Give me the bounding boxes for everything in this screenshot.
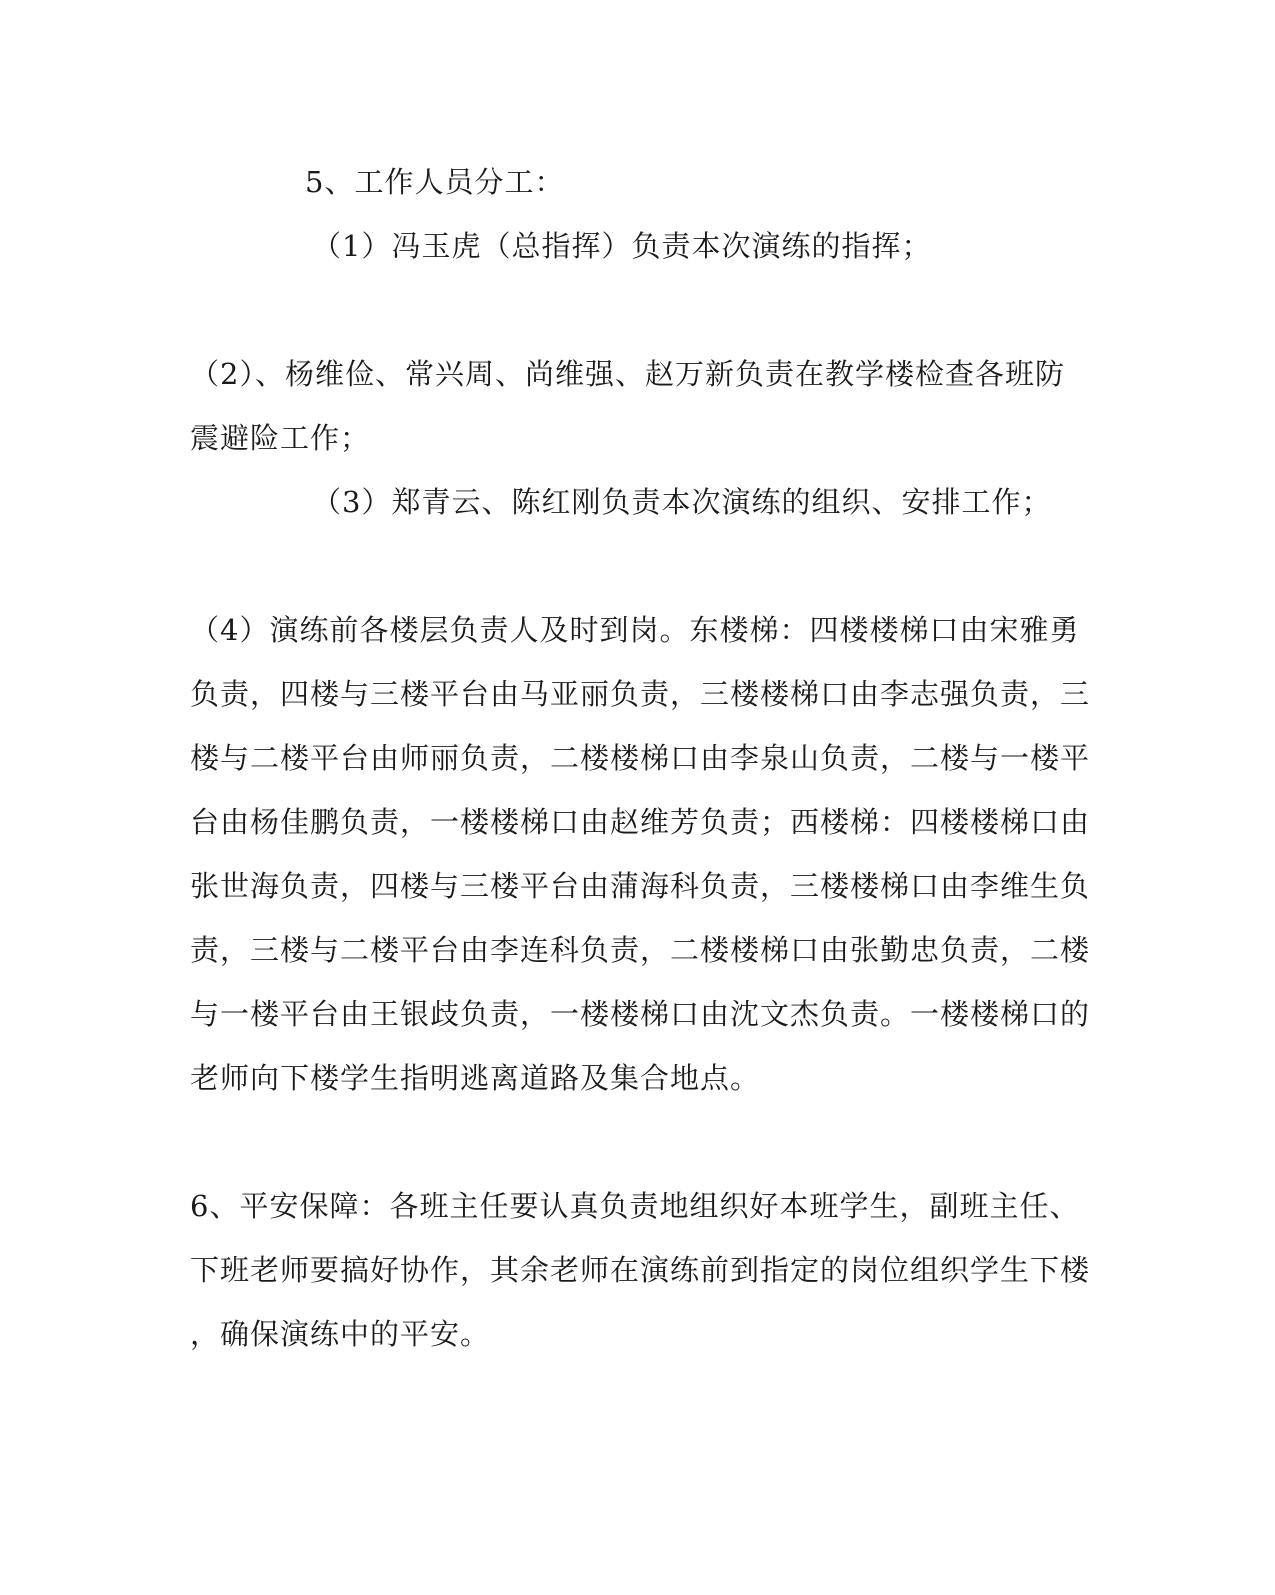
section5-item4-line6: 责，三楼与二楼平台由李连科负责，二楼楼梯口由张勤忠负责，二楼 — [190, 933, 1091, 967]
section6-line3: ，确保演练中的平安。 — [190, 1317, 491, 1351]
section5-item4-line2: 负责，四楼与三楼平台由马亚丽负责，三楼楼梯口由李志强负责，三 — [190, 677, 1091, 711]
section5-item4-line1: （4）演练前各楼层负责人及时到岗。东楼梯：四楼楼梯口由宋雅勇 — [190, 613, 1080, 647]
section5-item3: （3）郑青云、陈红刚负责本次演练的组织、安排工作； — [312, 485, 1052, 519]
section5-heading: 5、工作人员分工： — [305, 165, 565, 199]
section5-item1: （1）冯玉虎（总指挥）负责本次演练的指挥； — [312, 229, 932, 263]
section5-item2-line1: （2）、杨维俭、常兴周、尚维强、赵万新负责在教学楼检查各班防 — [190, 357, 1065, 391]
section5-item4-line7: 与一楼平台由王银歧负责，一楼楼梯口由沈文杰负责。一楼楼梯口的 — [190, 997, 1091, 1031]
section5-item4-line8: 老师向下楼学生指明逃离道路及集合地点。 — [190, 1061, 761, 1095]
section5-item4-line3: 楼与二楼平台由师丽负责，二楼楼梯口由李泉山负责，二楼与一楼平 — [190, 741, 1091, 775]
section5-item4-line5: 张世海负责，四楼与三楼平台由蒲海科负责，三楼楼梯口由李维生负 — [190, 869, 1091, 903]
section5-item4-line4: 台由杨佳鹏负责，一楼楼梯口由赵维芳负责；西楼梯：四楼楼梯口由 — [190, 805, 1091, 839]
section6-line2: 下班老师要搞好协作，其余老师在演练前到指定的岗位组织学生下楼 — [190, 1253, 1091, 1287]
section5-item2-line2: 震避险工作； — [190, 421, 371, 455]
section6-line1: 6、平安保障：各班主任要认真负责地组织好本班学生，副班主任、 — [190, 1189, 1080, 1223]
